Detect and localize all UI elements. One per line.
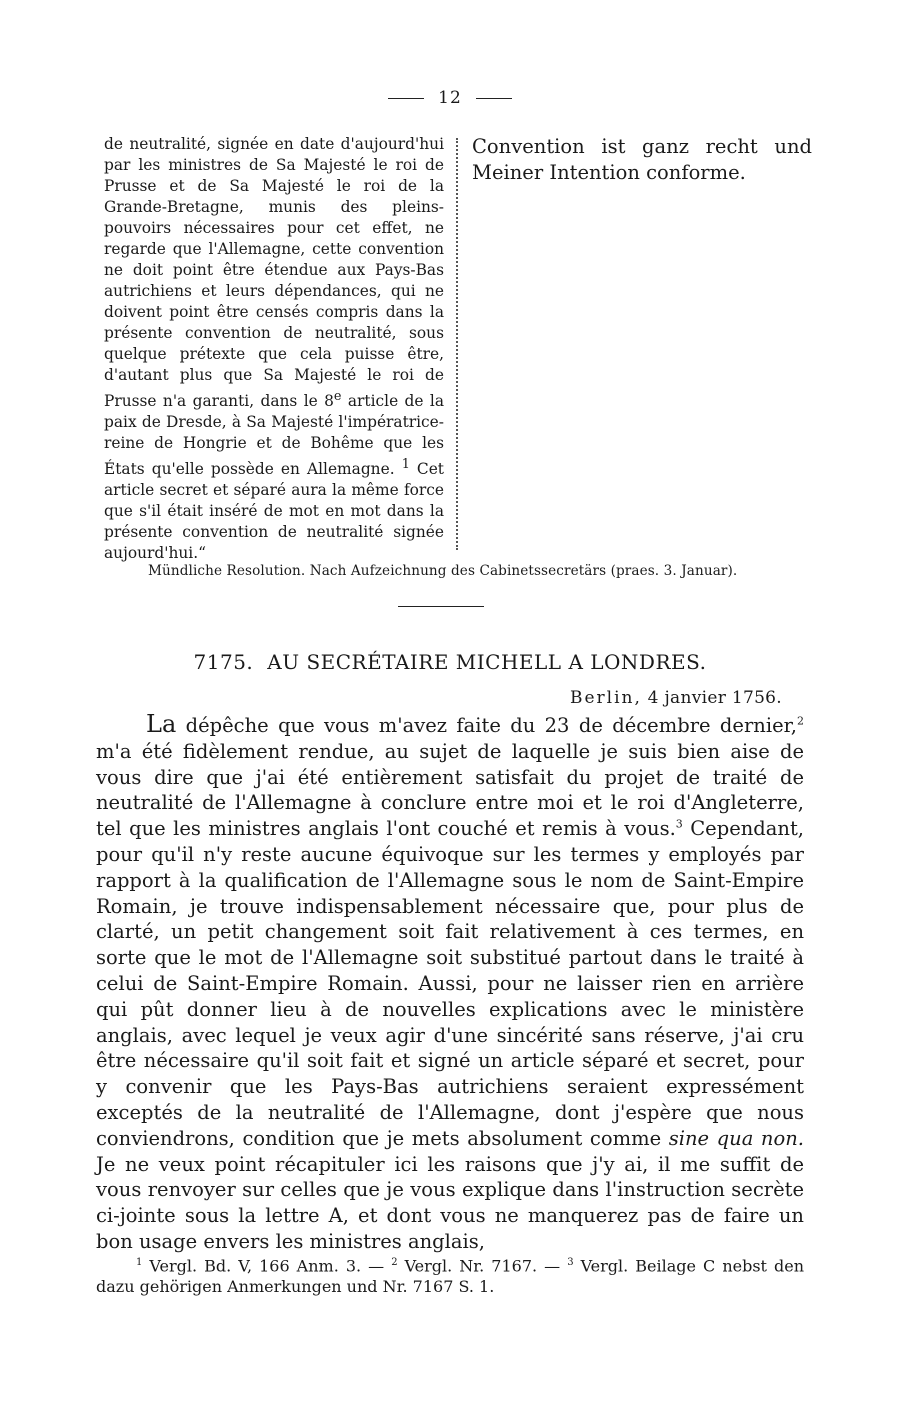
footnote-mark-3: 3 xyxy=(675,817,683,831)
footnotes xyxy=(96,1252,804,1297)
superscript-e: e xyxy=(333,389,342,404)
left-column-part-2: article de la paix de Dresde, à Sa Majesté l'impératrice-reine de Hongrie et de Bohême que les États qu'elle possède en Allemagne. xyxy=(104,392,444,479)
document-heading xyxy=(0,650,900,674)
page-number xyxy=(0,88,900,108)
column-divider xyxy=(456,138,458,550)
two-column-section xyxy=(104,134,812,563)
letter-body-part-2: m'a été fidèlement rendue, au sujet de laquelle je suis bien aise de vous dire que j'ai été entièrement satisfait du projet de traité de neutralité de l'Allemagne à conclure entre moi et le roi d'Angleterre, tel que les ministres anglais l'ont couché et remis à vous. xyxy=(96,739,804,841)
dateline-date: 4 janvier 1756. xyxy=(647,688,782,708)
footnote-2-text: Vergl. Nr. 7167. — xyxy=(397,1256,568,1276)
page-number-dash-right xyxy=(476,98,512,99)
document-title: AU SECRÉTAIRE MICHELL A LONDRES. xyxy=(267,650,707,674)
letter-body-part-1: dépêche que vous m'avez faite du 23 de décembre dernier, xyxy=(176,714,797,737)
letter-body-part-3: Cependant, pour qu'il n'y reste aucune équivoque sur les termes y employés par rapport à la qualification de l'Allemagne sous le nom de Saint-Empire Romain, je trouve indispensablement nécessaire que, pour plus de clarté, un petit changement soit fait relativement à ces termes, en sorte que le mot de l'Allemagne soit substitué partout dans le traité à celui de Saint-Empire Romain. Aussi, pour ne laisser rien en arrière qui pût donner lieu à de nouvelles explications avec le ministère anglais, avec lequel je veux agir d'une sincérité sans réserve, j'ai cru être nécessaire qu'il soit fait et signé un article séparé et secret, pour y convenir que les Pays-Bas autrichiens seraient expressément exceptés de la neutralité de l'Allemagne, dont j'espère que nous conviendrons, condition que je mets absolument comme xyxy=(96,817,804,1150)
left-column-part-1: de neutralité, signée en date d'aujourd'hui par les ministres de Sa Majesté le roi de Prusse et de Sa Majesté le roi de la Grande-Bretagne, munis des pleins-pouvoirs nécessaires pour cet effet, ne regarde que l'Allemagne, cette convention ne doit point être étendue aux Pays-Bas autrichiens et leurs dépendances, qui ne doivent point être censés compris dans la présente convention de neutralité, sous quelque prétexte que cela puisse être, d'autant plus que Sa Majesté le roi de Prusse n'a garanti, dans le 8 xyxy=(104,135,444,411)
footnote-mark-2: 2 xyxy=(797,714,804,728)
footnote-3-text: Vergl. Beilage C nebst den dazu gehörigen Anmerkungen und Nr. 7167 S. 1. xyxy=(96,1256,805,1297)
footnote-3-mark: 3 xyxy=(567,1257,574,1268)
dateline-place: Berlin, xyxy=(570,688,642,708)
footnote-1-mark: 1 xyxy=(136,1257,143,1268)
footnote-1-text: Vergl. Bd. V, 166 Anm. 3. — xyxy=(142,1256,392,1276)
section-separator xyxy=(398,606,484,607)
letter-opening-word: La xyxy=(146,710,177,738)
dateline xyxy=(570,688,782,708)
document-number: 7175. xyxy=(193,650,254,674)
left-column-text xyxy=(104,134,444,564)
footnote-text xyxy=(96,1252,804,1297)
page-number-text: 12 xyxy=(438,88,462,108)
letter-paragraph xyxy=(96,712,804,1255)
letter-body-part-4: Je ne veux point récapituler ici les raisons que j'y ai, il me suffit de vous renvoyer sur celles que je vous explique dans l'instruction secrète ci-jointe sous la lettre A, et dont vous ne manquerez pas de faire un bon usage envers les ministres anglais, xyxy=(96,1152,804,1253)
footnote-mark-1: 1 xyxy=(401,457,410,473)
page-number-dash-left xyxy=(388,98,424,99)
left-column-part-3: Cet article secret et séparé aura la même force que s'il était inséré de mot en mot dans la présente convention de neutralité signée aujourd'hui.“ xyxy=(104,460,444,563)
footnote-2-mark: 2 xyxy=(391,1257,398,1268)
right-column-text: Convention ist ganz recht und Meiner Intention conforme. xyxy=(472,135,812,184)
letter-body-italic: sine qua non. xyxy=(668,1126,804,1150)
resolution-note: Mündliche Resolution. Nach Aufzeichnung des Cabinetssecretärs (praes. 3. Januar). xyxy=(148,563,738,579)
letter-body xyxy=(96,712,804,1255)
